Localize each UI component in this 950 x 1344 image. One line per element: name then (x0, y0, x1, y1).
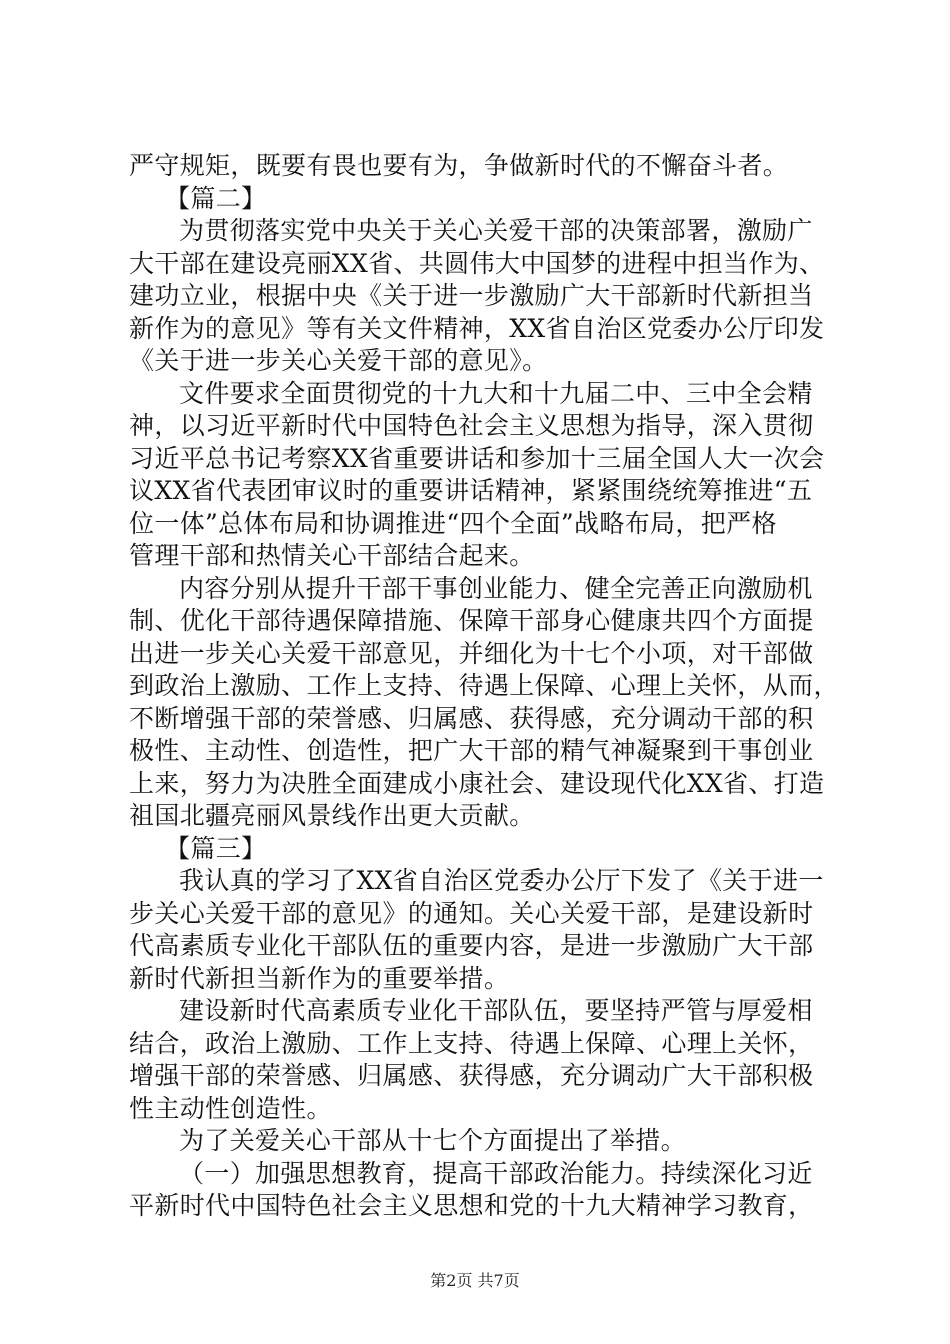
text-line: 为了关爱关心干部从十七个方面提出了举措。 (179, 1126, 687, 1155)
text-line: 大干部在建设亮丽XX省、共圆伟大中国梦的进程中担当作为、 (129, 248, 825, 278)
text-line: 文件要求全面贯彻党的十九大和十九届二中、三中全会精 (179, 378, 813, 408)
text-line: 到政治上激励、工作上支持、待遇上保障、心理上关怀，从而， (129, 671, 839, 700)
text-line: 建功立业，根据中央《关于进一步激励广大干部新时代新担当 (129, 281, 814, 310)
section-heading-3: 【篇三】 (165, 833, 267, 863)
text-line: 新时代新担当新作为的重要举措。 (129, 963, 510, 993)
document-body (129, 150, 839, 1223)
text-line: 议XX省代表团审议时的重要讲话精神，紧紧围绕统筹推进“五 (129, 476, 813, 505)
text-line: 严守规矩，既要有畏也要有为，争做新时代的不懈奋斗者。 (129, 151, 789, 180)
text-line: 上来，努力为决胜全面建成小康社会、建设现代化XX省、打造 (129, 768, 825, 798)
text-line: 习近平总书记考察XX省重要讲话和参加十三届全国人大一次会 (129, 443, 825, 473)
text-line: （一）加强思想教育，提高干部政治能力。持续深化习近 (179, 1158, 813, 1188)
text-line: 为贯彻落实党中央关于关心关爱干部的决策部署，激励广 (179, 216, 813, 245)
text-line: 神，以习近平新时代中国特色社会主义思想为指导，深入贯彻 (129, 411, 814, 440)
page-number-footer: 第2页 共7页 (430, 1271, 520, 1290)
text-line: 祖国北疆亮丽风景线作出更大贡献。 (129, 801, 535, 830)
text-line: 不断增强干部的荣誉感、归属感、获得感，充分调动干部的积 (129, 703, 814, 733)
text-line: 性主动性创造性。 (129, 1093, 332, 1123)
text-line: 管理干部和热情关心干部结合起来。 (129, 541, 535, 570)
section-heading-2: 【篇二】 (165, 183, 267, 213)
text-line: 结合，政治上激励、工作上支持、待遇上保障、心理上关怀， (129, 1028, 814, 1058)
text-line: 增强干部的荣誉感、归属感、获得感，充分调动广大干部积极 (129, 1061, 814, 1090)
text-line: 内容分别从提升干部干事创业能力、健全完善正向激励机 (179, 573, 813, 603)
text-line: 步关心关爱干部的意见》的通知。关心关爱干部，是建设新时 (129, 898, 814, 928)
text-line: 制、优化干部待遇保障措施、保障干部身心健康共四个方面提 (129, 606, 814, 635)
text-line: 《关于进一步关心关爱干部的意见》。 (129, 346, 548, 375)
text-line: 建设新时代高素质专业化干部队伍，要坚持严管与厚爱相 (179, 996, 813, 1025)
text-line: 位一体”总体布局和协调推进“四个全面”战略布局，把严格 (129, 508, 777, 538)
text-line: 出进一步关心关爱干部意见，并细化为十七个小项，对干部做 (129, 638, 814, 668)
text-line: 平新时代中国特色社会主义思想和党的十九大精神学习教育， (129, 1191, 814, 1220)
text-line: 新作为的意见》等有关文件精神，XX省自治区党委办公厅印发 (129, 313, 825, 343)
text-line: 我认真的学习了XX省自治区党委办公厅下发了《关于进一 (179, 866, 824, 895)
text-line: 极性、主动性、创造性，把广大干部的精气神凝聚到干事创业 (129, 736, 814, 765)
text-line: 代高素质专业化干部队伍的重要内容，是进一步激励广大干部 (129, 931, 814, 960)
